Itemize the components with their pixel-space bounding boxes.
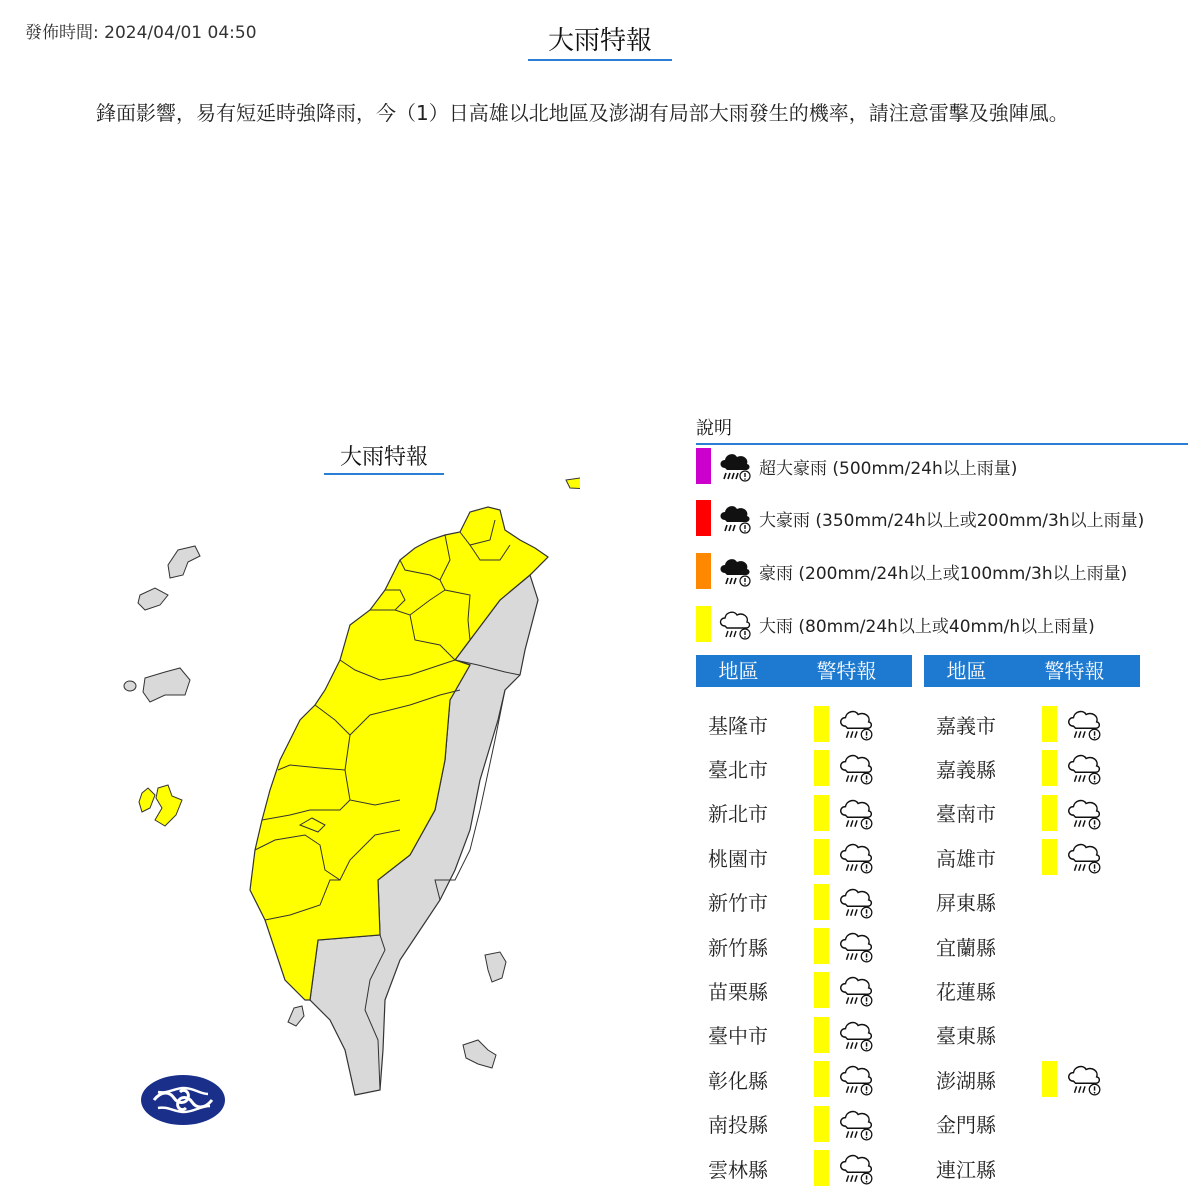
- warning-level-bar: [1042, 1061, 1057, 1097]
- region-name: 新竹市: [708, 891, 768, 916]
- table-row: [696, 1017, 875, 1053]
- heavy-rain-icon: [837, 705, 875, 743]
- column-header-region: 地區: [718, 659, 759, 683]
- region-name: 臺北市: [708, 757, 768, 782]
- region-name: 苗栗縣: [708, 979, 768, 1004]
- warning-level-bar: [814, 839, 829, 875]
- heavy-rain-icon: [837, 927, 875, 965]
- region-name: 屏東縣: [936, 891, 996, 916]
- legend-item-heavy: [696, 606, 1196, 642]
- legend-text: 豪雨 (200mm/24h以上或100mm/3h以上雨量): [759, 563, 1128, 584]
- region-name: 桃園市: [708, 846, 768, 871]
- table-row: [696, 1106, 875, 1142]
- extremely-heavy-rain-icon: [717, 500, 753, 536]
- table-row: [924, 884, 1036, 920]
- map-island-matsu-north: [168, 546, 200, 578]
- region-name: 高雄市: [936, 846, 996, 871]
- table-row: [924, 1150, 1036, 1186]
- warning-level-bar: [1042, 750, 1057, 786]
- legend-text: 大豪雨 (350mm/24h以上或200mm/3h以上雨量): [759, 510, 1145, 531]
- heavy-rain-icon: [837, 1016, 875, 1054]
- region-name: 新竹縣: [708, 935, 768, 960]
- region-name: 花蓮縣: [936, 979, 996, 1004]
- table-row: [924, 839, 1103, 875]
- table-row: [696, 795, 875, 831]
- extremely-torrential-rain-icon: [717, 448, 753, 484]
- warning-description: 鋒面影響，易有短延時強降雨，今（1）日高雄以北地區及澎湖有局部大雨發生的機率，請注意雷擊及強陣風。: [96, 101, 1069, 125]
- cwa-logo-icon: [140, 1074, 226, 1126]
- warning-level-bar: [814, 884, 829, 920]
- heavy-rain-icon: [1065, 705, 1103, 743]
- legend-swatch: [696, 606, 711, 642]
- legend-item-extremely-torrential: [696, 448, 1196, 484]
- warning-level-bar: [1042, 795, 1057, 831]
- warning-level-bar: [814, 1017, 829, 1053]
- region-name: 彰化縣: [708, 1068, 768, 1093]
- map-island-penghu: [139, 785, 182, 826]
- region-name: 基隆市: [708, 713, 768, 738]
- torrential-rain-icon: [717, 553, 753, 589]
- region-name: 連江縣: [936, 1157, 996, 1182]
- column-header-region: 地區: [946, 659, 987, 683]
- heavy-rain-icon: [837, 1105, 875, 1143]
- table-row: [924, 1061, 1103, 1097]
- table-row: [924, 706, 1103, 742]
- column-header-warning: 警特報: [1044, 659, 1105, 683]
- table-row: [696, 1061, 875, 1097]
- warning-level-bar: [814, 972, 829, 1008]
- warning-level-bar: [814, 1150, 829, 1186]
- legend-swatch: [696, 553, 711, 589]
- taiwan-warning-map: [100, 440, 580, 1140]
- region-name: 雲林縣: [708, 1157, 768, 1182]
- region-name: 金門縣: [936, 1113, 996, 1138]
- map-island-lieyu: [124, 681, 136, 691]
- table-row: [924, 1017, 1036, 1053]
- heavy-rain-icon: [1065, 794, 1103, 832]
- heavy-rain-icon: [1065, 749, 1103, 787]
- legend-swatch: [696, 500, 711, 536]
- warning-level-bar: [814, 928, 829, 964]
- map-title: 大雨特報: [324, 440, 444, 475]
- page-title: 大雨特報: [528, 20, 672, 61]
- table-row: [696, 839, 875, 875]
- table-row: [924, 795, 1103, 831]
- legend-item-torrential: [696, 553, 1196, 589]
- map-island-orchid: [463, 1040, 496, 1068]
- heavy-rain-icon: [837, 1060, 875, 1098]
- table-row: [924, 972, 1036, 1008]
- map-island-greenisland: [485, 952, 506, 982]
- region-name: 嘉義縣: [936, 757, 996, 782]
- heavy-rain-icon: [837, 794, 875, 832]
- table-row: [924, 1106, 1036, 1142]
- table-row: [696, 884, 875, 920]
- table-header-right: [924, 655, 1140, 687]
- table-row: [696, 750, 875, 786]
- map-island-matsu-south: [138, 588, 168, 610]
- table-row: [924, 928, 1036, 964]
- heavy-rain-icon: [837, 1149, 875, 1187]
- table-row: [696, 1150, 875, 1186]
- table-header-left: [696, 655, 912, 687]
- table-row: [696, 928, 875, 964]
- warning-level-bar: [1042, 706, 1057, 742]
- legend-item-extremely-heavy: [696, 500, 1196, 536]
- region-name: 臺東縣: [936, 1024, 996, 1049]
- table-row: [696, 706, 875, 742]
- region-name: 宜蘭縣: [936, 935, 996, 960]
- warning-level-bar: [814, 795, 829, 831]
- map-island-xiaoliuqiu: [288, 1006, 304, 1026]
- region-name: 臺中市: [708, 1024, 768, 1049]
- heavy-rain-icon: [837, 838, 875, 876]
- table-row: [924, 750, 1103, 786]
- legend-text: 大雨 (80mm/24h以上或40mm/h以上雨量): [759, 616, 1095, 637]
- region-name: 南投縣: [708, 1113, 768, 1138]
- region-name: 澎湖縣: [936, 1068, 996, 1093]
- heavy-rain-icon: [837, 883, 875, 921]
- map-island-kinmen: [143, 668, 190, 702]
- legend-heading: 說明: [696, 414, 1188, 445]
- warning-level-bar: [1042, 839, 1057, 875]
- heavy-rain-icon: [837, 971, 875, 1009]
- region-name: 新北市: [708, 802, 768, 827]
- heavy-rain-icon: [837, 749, 875, 787]
- warning-level-bar: [814, 1061, 829, 1097]
- warning-level-bar: [814, 1106, 829, 1142]
- table-row: [696, 972, 875, 1008]
- region-name: 臺南市: [936, 802, 996, 827]
- warning-level-bar: [814, 750, 829, 786]
- issue-time: 發佈時間: 2024/04/01 04:50: [25, 23, 257, 43]
- heavy-rain-icon: [717, 606, 753, 642]
- region-name: 嘉義市: [936, 713, 996, 738]
- warning-level-bar: [814, 706, 829, 742]
- legend-text: 超大豪雨 (500mm/24h以上雨量): [759, 458, 1018, 479]
- map-island-mazu-pengjia: [566, 478, 580, 489]
- heavy-rain-icon: [1065, 838, 1103, 876]
- heavy-rain-icon: [1065, 1060, 1103, 1098]
- column-header-warning: 警特報: [816, 659, 877, 683]
- legend-swatch: [696, 448, 711, 484]
